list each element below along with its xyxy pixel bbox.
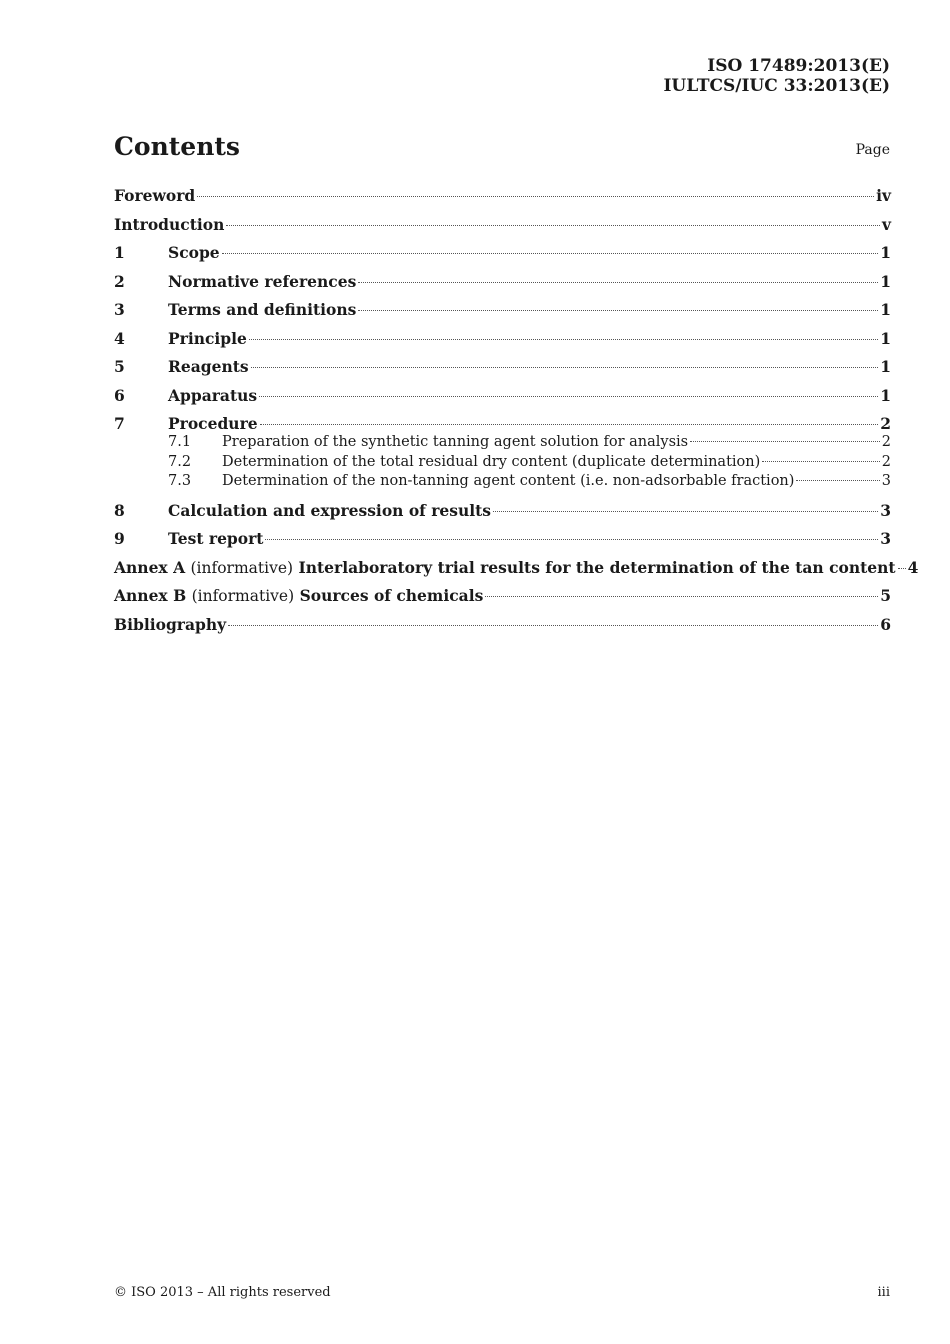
toc-entry-page: iv xyxy=(876,186,891,205)
toc-entry-page: 2 xyxy=(880,414,891,433)
dot-leader xyxy=(762,461,880,462)
dot-leader xyxy=(228,625,878,626)
toc-entry-number: 7.2 xyxy=(168,453,192,470)
toc-entry-label: Foreword xyxy=(114,186,196,205)
dot-leader xyxy=(690,441,880,442)
toc-entry-calculation[interactable] xyxy=(114,501,891,530)
toc-entry-label: Determination of the total residual dry content (duplicate determination) xyxy=(222,453,761,470)
toc-entry-page: 1 xyxy=(880,271,891,291)
toc-entry-terms-definitions[interactable] xyxy=(114,300,891,329)
toc-entry-scope[interactable] xyxy=(114,243,891,272)
toc-entry-bibliography[interactable] xyxy=(114,615,891,644)
page-title: Contents xyxy=(114,132,241,161)
toc-entry-number: 8 xyxy=(114,500,125,520)
dot-leader xyxy=(226,225,880,226)
toc-entry-page: 3 xyxy=(881,473,891,489)
dot-leader xyxy=(898,568,906,569)
toc-entry-label: Introduction xyxy=(114,214,225,234)
toc-entry-number: 4 xyxy=(114,328,125,348)
copyright-notice: © ISO 2013 – All rights reserved xyxy=(114,1285,331,1300)
toc-entry-number: 7.1 xyxy=(168,434,192,450)
toc-entry-label: Preparation of the synthetic tanning agent solution for analysis xyxy=(222,434,689,450)
toc-entry-label: Terms and definitions xyxy=(168,300,357,319)
document-header xyxy=(663,56,890,96)
toc-entry-page: 1 xyxy=(880,357,891,376)
toc-entry-page: 3 xyxy=(880,500,891,520)
toc-entry-number: 7 xyxy=(114,414,125,433)
toc-entry-page: 1 xyxy=(880,243,891,262)
table-of-contents xyxy=(114,186,919,643)
toc-entry-annex-a[interactable] xyxy=(114,557,919,587)
toc-entry-label: Reagents xyxy=(168,357,249,376)
dot-leader xyxy=(251,367,879,368)
toc-entry-number: 7.3 xyxy=(168,473,192,489)
dot-leader xyxy=(358,310,878,311)
toc-entry-principle[interactable] xyxy=(114,329,891,358)
toc-entry-label: Normative references xyxy=(168,271,357,291)
toc-entry-label: Sources of chemicals xyxy=(299,586,484,605)
toc-entry-page: 1 xyxy=(880,385,891,405)
toc-entry-apparatus[interactable] xyxy=(114,386,891,415)
toc-entry-label: Principle xyxy=(168,328,247,348)
toc-entry-page: v xyxy=(881,214,891,234)
toc-entry-normative-references[interactable] xyxy=(114,272,891,301)
toc-entry-number: 1 xyxy=(114,243,125,262)
annex-name: Annex A xyxy=(114,557,186,577)
dot-leader xyxy=(796,480,879,481)
toc-entry-label: Bibliography xyxy=(114,614,227,634)
toc-entry-number: 5 xyxy=(114,357,125,376)
toc-entry-page: 6 xyxy=(880,614,891,634)
toc-entry-procedure[interactable] xyxy=(114,414,891,434)
toc-entry-label: Procedure xyxy=(168,414,258,433)
dot-leader xyxy=(260,424,879,425)
annex-type: (informative) xyxy=(190,558,294,577)
toc-entry-test-report[interactable] xyxy=(114,529,891,558)
toc-entry-label: Test report xyxy=(168,529,264,548)
toc-entry-page: 2 xyxy=(881,453,891,470)
standard-number: ISO 17489:2013(E) xyxy=(707,56,890,76)
toc-entry-annex-b[interactable] xyxy=(114,586,891,615)
toc-entry-page: 3 xyxy=(880,529,891,548)
dot-leader xyxy=(485,596,878,597)
dot-leader xyxy=(249,339,878,340)
toc-entry-label: Interlaboratory trial results for the determination of the tan content xyxy=(298,557,896,577)
toc-entry-page: 4 xyxy=(907,557,919,577)
iultcs-number: IULTCS/IUC 33:2013(E) xyxy=(663,76,890,96)
toc-entry-number: 9 xyxy=(114,529,125,548)
toc-entry-label: Scope xyxy=(168,243,220,262)
annex-type: (informative) xyxy=(191,587,295,605)
toc-subentry-7-3[interactable] xyxy=(114,473,891,493)
toc-entry-page: 1 xyxy=(880,300,891,319)
toc-entry-number: 6 xyxy=(114,385,125,405)
toc-entry-page: 5 xyxy=(880,586,891,605)
toc-entry-label: Determination of the non-tanning agent content (i.e. non-adsorbable fraction) xyxy=(222,473,795,489)
toc-subentry-7-2[interactable] xyxy=(114,454,891,474)
dot-leader xyxy=(265,539,878,540)
toc-entry-introduction[interactable] xyxy=(114,215,891,244)
toc-subentry-7-1[interactable] xyxy=(114,434,891,454)
toc-entry-page: 2 xyxy=(881,434,891,450)
toc-entry-number: 2 xyxy=(114,271,125,291)
toc-entry-label: Apparatus xyxy=(168,385,258,405)
toc-entry-number: 3 xyxy=(114,300,125,319)
toc-entry-foreword[interactable] xyxy=(114,186,891,215)
dot-leader xyxy=(493,511,878,512)
dot-leader xyxy=(259,396,878,397)
toc-entry-page: 1 xyxy=(880,328,891,348)
page-column-label: Page xyxy=(855,142,890,158)
page-number: iii xyxy=(877,1285,890,1300)
toc-entry-label: Calculation and expression of results xyxy=(168,500,492,520)
dot-leader xyxy=(197,196,874,197)
toc-entry-reagents[interactable] xyxy=(114,357,891,386)
annex-name: Annex B xyxy=(114,586,187,605)
dot-leader xyxy=(358,282,878,283)
dot-leader xyxy=(222,253,879,254)
